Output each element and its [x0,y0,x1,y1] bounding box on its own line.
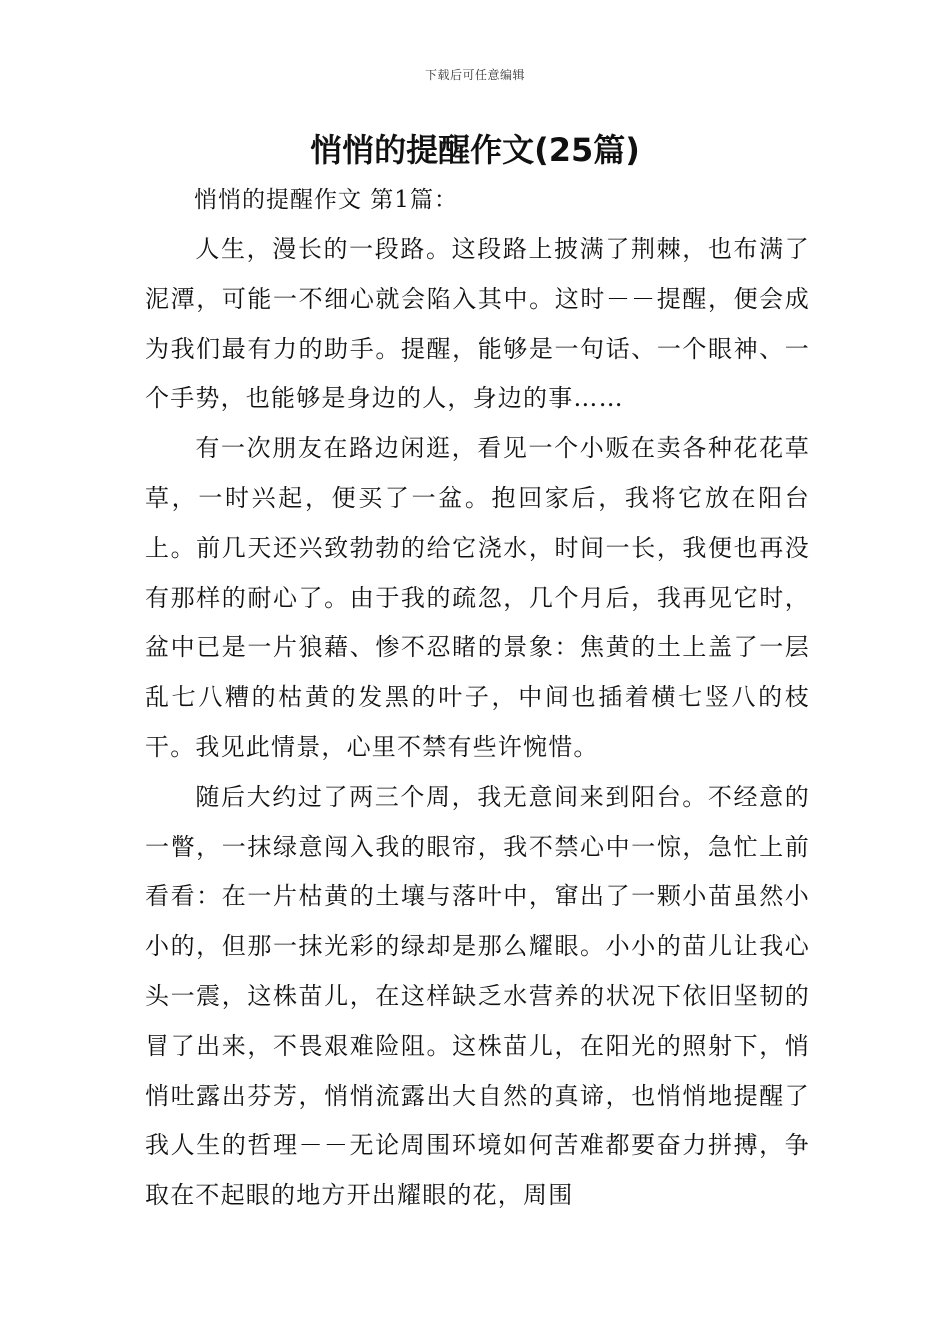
document-title: 悄悄的提醒作文(25篇) [310,131,640,169]
body-text [145,225,810,1221]
paragraph-2: 有一次朋友在路边闲逛，看见一个小贩在卖各种花花草草，一时兴起，便买了一盆。抱回家后，我将它放在阳台上。前几天还兴致勃勃的给它浇水，时间一长，我便也再没有那样的耐心了。由于我的疏忽，几个月后，我再见它时，盆中已是一片狼藉、惨不忍睹的景象：焦黄的土上盖了一层乱七八糟的枯黄的发黑的叶子，中间也插着横七竖八的枝干。我见此情景，心里不禁有些许惋惜。 [145,434,810,761]
paragraph-1: 人生，漫长的一段路。这段路上披满了荆棘，也布满了泥潭，可能一不细心就会陷入其中。这时－－提醒，便会成为我们最有力的助手。提醒，能够是一句话、一个眼神、一个手势，也能够是身边的人，身边的事…… [145,235,810,413]
section-heading: 悄悄的提醒作文 第1篇： [194,187,458,213]
header-note: 下载后可任意编辑 [424,68,525,82]
paragraph-3: 随后大约过了两三个周，我无意间来到阳台。不经意的一瞥，一抹绿意闯入我的眼帘，我不禁心中一惊，急忙上前看看：在一片枯黄的土壤与落叶中，窜出了一颗小苗虽然小小的，但那一抹光彩的绿却是那么耀眼。小小的苗儿让我心头一震，这株苗儿，在这样缺乏水营养的状况下依旧坚韧的冒了出来，不畏艰难险阻。这株苗儿，在阳光的照射下，悄悄吐露出芬芳，悄悄流露出大自然的真谛，也悄悄地提醒了我人生的哲理－－无论周围环境如何苦难都要奋力拼搏，争取在不起眼的地方开出耀眼的花，周围 [145,782,810,1210]
